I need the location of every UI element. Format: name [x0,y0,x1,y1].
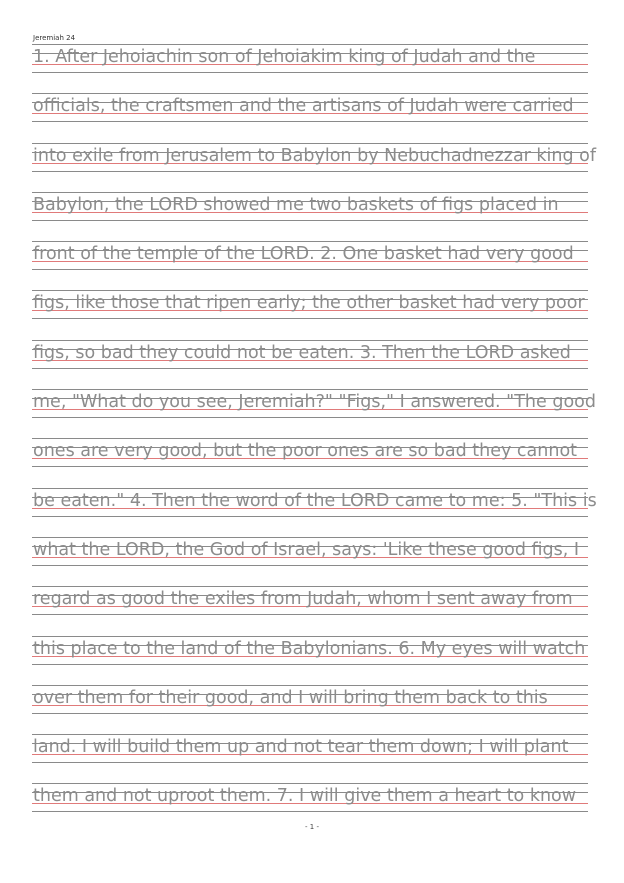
tracing-text-line: this place to the land of the Babylonians. 6. My eyes will watch [33,638,586,659]
guide-line [32,368,588,369]
guide-line [32,171,588,172]
writing-row [32,340,588,389]
guide-line [32,734,588,735]
writing-row [32,734,588,783]
tracing-text-line: regard as good the exiles from Judah, whom I sent away from [33,589,573,610]
guide-line [32,586,588,587]
writing-row [32,438,588,487]
writing-row [32,143,597,192]
guide-line [32,565,588,566]
handwriting-practice-sheet [32,44,597,833]
tracing-text-line: what the LORD, the God of Israel, says: 'Like these good figs, I [33,539,580,560]
guide-line [32,783,588,784]
guide-line [32,389,588,390]
tracing-text-line: figs, like those that ripen early; the other basket had very poor [33,293,585,314]
guide-line [32,93,588,94]
tracing-text-line: Babylon, the LORD showed me two baskets of figs placed in [33,194,559,215]
tracing-text-line: over them for their good, and I will bring them back to this [33,687,548,708]
tracing-text-line: into exile from Jerusalem to Babylon by Nebuchadnezzar king of [33,145,597,166]
guide-line [32,516,588,517]
guide-line [32,220,588,221]
guide-line [32,44,588,45]
guide-line [32,636,588,637]
writing-row [32,290,588,339]
writing-row [32,685,588,734]
tracing-text-line: 1. After Jehoiachin son of Jehoiakim king of Judah and the [33,47,536,67]
writing-row [32,537,588,586]
guide-line [32,537,588,538]
writing-row [32,488,597,537]
guide-line [32,438,588,439]
writing-row [32,192,588,241]
guide-line [32,685,588,686]
guide-line [32,290,588,291]
guide-line [32,713,588,714]
guide-line [32,488,588,489]
writing-row [32,636,588,685]
guide-line [32,121,588,122]
guide-line [32,269,588,270]
tracing-text-line: them and not uproot them. 7. I will give them a heart to know [33,786,577,807]
tracing-text-line: me, "What do you see, Jeremiah?" "Figs," I answered. "The good [33,392,596,413]
guide-line [32,318,588,319]
guide-line [32,241,588,242]
guide-line [32,466,588,467]
tracing-text-line: be eaten." 4. Then the word of the LORD came to me: 5. "This is [33,490,597,511]
guide-line [32,192,588,193]
guide-line [32,417,588,418]
tracing-text-line: land. I will build them up and not tear them down; I will plant [33,737,569,758]
guide-line [32,340,588,341]
page-number: - 1 - [305,823,319,831]
writing-row [32,586,588,635]
writing-row [32,93,588,142]
page-header: Jeremiah 24 [33,34,76,42]
tracing-text-line: front of the temple of the LORD. 2. One basket had very good [33,244,574,265]
writing-row [32,389,596,438]
writing-row [32,241,588,290]
guide-line [32,811,588,812]
tracing-text-line: figs, so bad they could not be eaten. 3. Then the LORD asked [33,342,571,363]
guide-line [32,614,588,615]
guide-line [32,72,588,73]
guide-line [32,762,588,763]
tracing-text-line: ones are very good, but the poor ones are so bad they cannot [33,441,578,462]
guide-line [32,143,588,144]
writing-row [32,44,588,93]
guide-line [32,664,588,665]
tracing-text-line: officials, the craftsmen and the artisans of Judah were carried [33,96,574,117]
